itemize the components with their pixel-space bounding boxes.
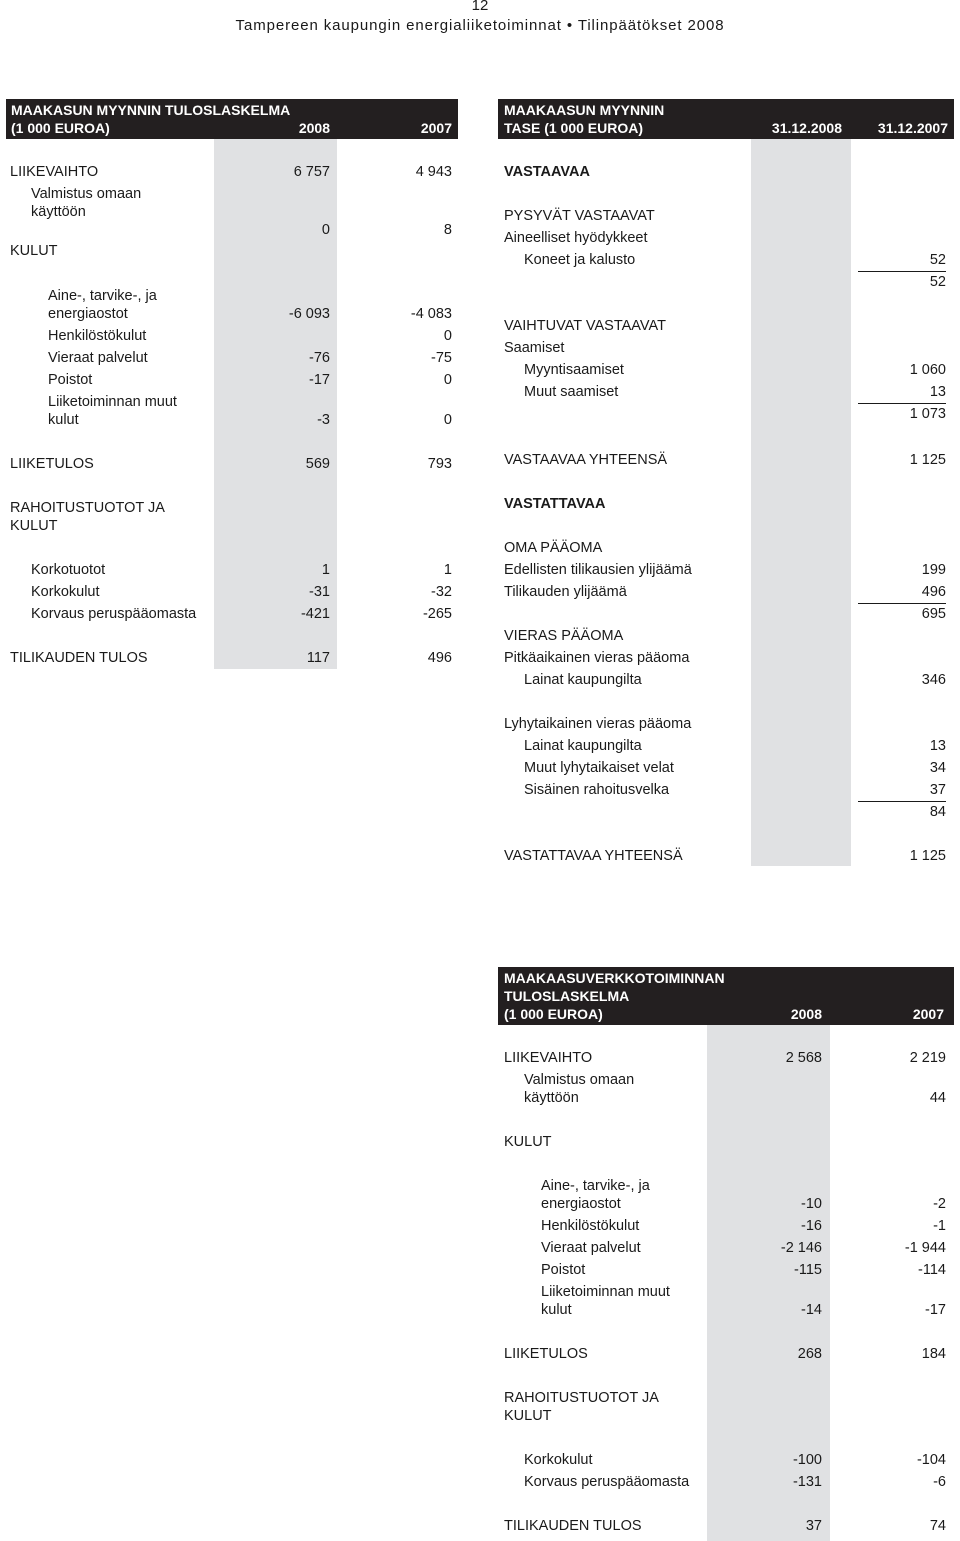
row-label-cont: KULUT (10, 518, 58, 534)
row-label: PYSYVÄT VASTAAVAT (504, 208, 655, 224)
row-value-2007: -1 944 (904, 1240, 946, 1256)
row-value-2007: -104 (916, 1452, 946, 1468)
row-label-cont: energiaostot (48, 306, 128, 322)
row-label: Muut lyhytaikaiset velat (524, 760, 674, 776)
row-value-2007: 346 (921, 672, 946, 688)
row-label: Aine-, tarvike-, ja (48, 288, 157, 304)
row-label: Muut saamiset (524, 384, 619, 400)
row-label: Korkotuotot (31, 562, 106, 578)
row-label: Henkilöstökulut (541, 1218, 640, 1234)
row-value-2007: 13 (929, 738, 946, 754)
row-value-2007: 496 (427, 650, 452, 666)
row-label: Lainat kaupungilta (524, 672, 642, 688)
row-value-2007: 34 (929, 760, 946, 776)
row-value-2008: -31 (309, 584, 330, 600)
row-value-2007: -32 (431, 584, 452, 600)
row-value-2008: -16 (801, 1218, 822, 1234)
table-header (498, 967, 954, 1025)
row-label-cont: käyttöön (524, 1090, 579, 1106)
row-value-2008: -6 093 (288, 306, 330, 322)
row-label: Koneet ja kalusto (524, 252, 636, 268)
row-label: Lainat kaupungilta (524, 738, 642, 754)
row-value-2007: 1 073 (909, 406, 946, 422)
row-value-2007: -2 (933, 1196, 946, 1212)
row-value-2008: 117 (306, 650, 330, 666)
row-value-2007: -17 (925, 1302, 946, 1318)
row-label: Vieraat palvelut (48, 350, 148, 366)
row-label: Edellisten tilikausien ylijäämä (504, 562, 692, 578)
row-value-2007: 1 125 (909, 848, 946, 864)
row-label: Korvaus peruspääomasta (524, 1474, 690, 1490)
row-value-2008: 1 (321, 562, 330, 578)
row-value-2008: -100 (792, 1452, 822, 1468)
row-value-2007: 496 (921, 584, 946, 600)
row-value-2007: -1 (933, 1218, 946, 1234)
row-label: Poistot (48, 372, 93, 388)
row-label: VASTAAVAA YHTEENSÄ (504, 452, 668, 468)
row-label: Aine-, tarvike-, ja (541, 1178, 650, 1194)
row-label: LIIKETULOS (10, 456, 94, 472)
row-value-2007: 695 (921, 606, 946, 622)
row-label: Korkokulut (524, 1452, 593, 1468)
table-subtitle: TULOSLASKELMA (504, 988, 630, 1004)
row-value-2008: -17 (309, 372, 330, 388)
row-value-2008: 0 (321, 222, 330, 238)
row-label-cont: kulut (541, 1302, 572, 1318)
row-value-2007: -4 083 (410, 306, 452, 322)
row-label: Liiketoiminnan muut (48, 394, 177, 410)
row-value-2008: 6 757 (293, 164, 330, 180)
row-label: Myyntisaamiset (524, 362, 624, 378)
row-value-2007: 8 (443, 222, 452, 238)
table-unit: (1 000 EUROA) (11, 120, 110, 136)
row-label: Pitkäaikainen vieras pääoma (504, 650, 690, 666)
row-label: Henkilöstökulut (48, 328, 147, 344)
row-value-2007: 793 (427, 456, 452, 472)
table-unit: TASE (1 000 EUROA) (504, 120, 643, 136)
row-value-2007: 0 (443, 412, 452, 428)
row-label: VASTAAVAA (504, 164, 590, 180)
row-value-2007: -75 (431, 350, 452, 366)
row-value-2008: -3 (317, 412, 330, 428)
column-header-2007: 31.12.2007 (877, 120, 948, 136)
row-label-cont: KULUT (504, 1408, 552, 1424)
row-value-2007: 184 (921, 1346, 946, 1362)
row-label: Korkokulut (31, 584, 100, 600)
table-title: MAAKAASUVERKKOTOIMINNAN (504, 970, 725, 986)
table-title: MAAKAASUN MYYNNIN (504, 102, 665, 118)
row-value-2007: 52 (929, 252, 946, 268)
row-label: Valmistus omaan (31, 186, 142, 202)
row-label-cont: kulut (48, 412, 79, 428)
row-label: Tilikauden ylijäämä (504, 584, 627, 600)
row-label: VASTATTAVAA YHTEENSÄ (504, 848, 683, 864)
row-value-2008: 268 (797, 1346, 822, 1362)
column-header-2007: 2007 (912, 1006, 944, 1022)
row-label: VASTATTAVAA (504, 496, 606, 512)
row-label: VAIHTUVAT VASTAAVAT (504, 318, 666, 334)
row-label: RAHOITUSTUOTOT JA (504, 1390, 659, 1406)
row-value-2008: -10 (801, 1196, 822, 1212)
row-label: OMA PÄÄOMA (504, 540, 603, 556)
row-value-2007: 2 219 (909, 1050, 946, 1066)
row-value-2007: -265 (422, 606, 452, 622)
row-label: Sisäinen rahoitusvelka (524, 782, 670, 798)
row-label: TILIKAUDEN TULOS (504, 1518, 642, 1534)
page-number: 12 (471, 0, 489, 14)
row-label: VIERAS PÄÄOMA (504, 628, 624, 644)
row-value-2007: 1 060 (909, 362, 946, 378)
row-label: LIIKEVAIHTO (504, 1050, 593, 1066)
column-header-2008: 2008 (790, 1006, 822, 1022)
row-label: Poistot (541, 1262, 586, 1278)
row-value-2007: 4 943 (415, 164, 452, 180)
row-value-2007: 0 (443, 328, 452, 344)
row-label: LIIKETULOS (504, 1346, 588, 1362)
row-value-2007: 37 (929, 782, 946, 798)
row-value-2007: 1 125 (909, 452, 946, 468)
row-value-2008: 37 (805, 1518, 822, 1534)
row-label: Aineelliset hyödykkeet (504, 230, 648, 246)
row-label: Lyhytaikainen vieras pääoma (504, 716, 692, 732)
column-header-2008: 2008 (298, 120, 330, 136)
row-value-2007: 84 (929, 804, 946, 820)
row-label: KULUT (10, 243, 58, 259)
row-value-2007: 0 (443, 372, 452, 388)
row-value-2007: 44 (929, 1090, 946, 1106)
row-label: KULUT (504, 1134, 552, 1150)
row-value-2008: -131 (792, 1474, 822, 1490)
table-title: MAAKASUN MYYNNIN TULOSLASKELMA (11, 102, 291, 118)
page-header: Tampereen kaupungin energialiiketoiminnat • Tilinpäätökset 2008 (235, 17, 725, 34)
row-value-2007: -6 (933, 1474, 946, 1490)
row-label: LIIKEVAIHTO (10, 164, 99, 180)
row-label: RAHOITUSTUOTOT JA (10, 500, 165, 516)
column-header-2007: 2007 (420, 120, 452, 136)
row-value-2007: 52 (929, 274, 946, 290)
table-unit: (1 000 EUROA) (504, 1006, 603, 1022)
row-value-2008: -2 146 (780, 1240, 822, 1256)
row-label: Vieraat palvelut (541, 1240, 641, 1256)
row-label: TILIKAUDEN TULOS (10, 650, 148, 666)
row-value-2008: 2 568 (785, 1050, 822, 1066)
row-value-2007: 1 (443, 562, 452, 578)
row-value-2007: -114 (918, 1262, 946, 1278)
row-value-2007: 74 (929, 1518, 946, 1534)
row-label: Korvaus peruspääomasta (31, 606, 197, 622)
row-label-cont: käyttöön (31, 204, 86, 220)
row-label: Liiketoiminnan muut (541, 1284, 670, 1300)
row-value-2007: 13 (929, 384, 946, 400)
column-header-2008: 31.12.2008 (771, 120, 842, 136)
row-value-2008: -76 (309, 350, 330, 366)
row-label: Saamiset (504, 340, 565, 356)
row-label: Valmistus omaan (524, 1072, 635, 1088)
row-label-cont: energiaostot (541, 1196, 621, 1212)
row-value-2008: -421 (300, 606, 330, 622)
row-value-2008: -14 (801, 1302, 822, 1318)
row-value-2007: 199 (921, 562, 946, 578)
row-value-2008: -115 (794, 1262, 822, 1278)
row-value-2008: 569 (305, 456, 330, 472)
